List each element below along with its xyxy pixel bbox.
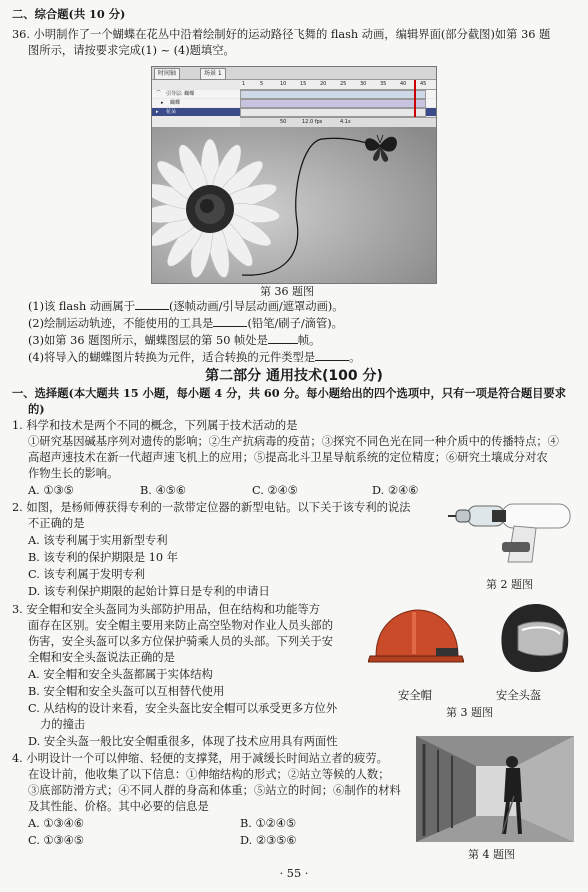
- layer-row[interactable]: [152, 90, 436, 98]
- q4-stem: 4. 小明设计一个可以伸缩、轻便的支撑凳，用于减缓长时间站立者的疲劳。: [12, 752, 388, 765]
- q3-option-d[interactable]: D. 安全头盔一般比安全帽重很多，体现了技术应用具有两面性: [28, 735, 338, 748]
- q3-option-b[interactable]: B. 安全帽和安全头盔可以互相替代使用: [28, 685, 225, 698]
- hard-hat-label: 安全帽: [398, 689, 432, 702]
- q1-option-d[interactable]: D. ②④⑥: [372, 484, 419, 497]
- q4-option-d[interactable]: D. ②③⑤⑥: [240, 834, 297, 847]
- status-frame: 50: [280, 119, 287, 125]
- playhead[interactable]: [414, 80, 416, 117]
- q1-option-b[interactable]: B. ④⑤⑥: [140, 484, 186, 497]
- q3-text: 全帽和安全头盔说法正确的是: [28, 651, 175, 664]
- safety-helmet-image: [496, 600, 572, 680]
- q4-option-b[interactable]: B. ①②④⑤: [240, 817, 296, 830]
- q36-sub4: (4)将导入的蝴蝶图片转换为元件，适合转换的元件类型是 。: [28, 351, 361, 364]
- layer-row[interactable]: [152, 99, 436, 107]
- q2-stem-cont: 不正确的是: [28, 517, 85, 530]
- q1-stem: 1. 科学和技术是两个不同的概念，下列属于技术活动的是: [12, 419, 298, 432]
- q4-text: 及其性能、价格。其中必要的信息是: [28, 800, 209, 813]
- q4-option-a[interactable]: A. ①③④⑥: [28, 817, 84, 830]
- answer-blank[interactable]: [135, 298, 169, 310]
- status-bar: [240, 117, 436, 127]
- ruler-tick: 45: [420, 81, 427, 87]
- ruler-tick: 15: [300, 81, 307, 87]
- q1-text: ①研究基因碱基序列对遗传的影响；②生产抗病毒的疫苗；③探究不同色光在同一种介质中的传播特点；④: [28, 435, 559, 448]
- ruler-tick: 40: [400, 81, 407, 87]
- part-heading: 第二部分 通用技术(100 分): [205, 368, 383, 384]
- ruler-tick: 35: [380, 81, 387, 87]
- electric-drill-image: [448, 490, 578, 572]
- ruler-tick: 30: [360, 81, 367, 87]
- section-heading: 二、综合题(共 10 分): [12, 7, 126, 21]
- q36-intro-line2: 图所示，请按要求完成(1) ~ (4)题填空。: [28, 44, 235, 57]
- q36-sub1: (1)该 flash 动画属于 (逐帧动画/引导层动画/遮罩动画)。: [28, 300, 344, 313]
- ruler-tick: 5: [260, 81, 264, 87]
- q36-intro-line1: 36. 小明制作了一个蝴蝶在花丛中沿着绘制好的运动路径飞舞的 flash 动画，编辑界面(部分截图)如第 36 题: [12, 28, 551, 41]
- timeline-header: [152, 67, 436, 80]
- q2-stem: 2. 如图，是杨师傅获得专利的一款带定位器的新型电钻。以下关于该专利的说法: [12, 501, 411, 514]
- q3-text: 伤害，安全头盔可以多方位保护骑乘人员的头部。下列关于安: [28, 635, 334, 648]
- q2-option-d[interactable]: D. 该专利保护期限的起始计算日是专利的申请日: [28, 585, 270, 598]
- page-number: · 55 ·: [279, 867, 309, 880]
- ruler-tick: 25: [340, 81, 347, 87]
- ruler-tick: 20: [320, 81, 327, 87]
- q3-option-c-cont: 力的撞击: [40, 718, 86, 731]
- layer-icon: ▸: [156, 109, 159, 115]
- tab-scene: 场景 1: [200, 68, 226, 80]
- q36-sub2: (2)绘制运动轨迹，不能使用的工具是 (铅笔/刷子/滴管)。: [28, 317, 343, 330]
- q3-stem: 3. 安全帽和安全头盔同为头部防护用品，但在结构和功能等方: [12, 603, 321, 616]
- layer-guide-icon: ⌒: [156, 91, 162, 97]
- figure-caption: 第 4 题图: [468, 848, 515, 861]
- q2-option-a[interactable]: A. 该专利属于实用新型专利: [28, 534, 168, 547]
- figure-caption: 第 3 题图: [446, 706, 493, 719]
- q3-text: 面存在区别。安全帽主要用来防止高空坠物对作业人员头部的: [28, 619, 334, 632]
- q1-text: 作物生长的影响。: [28, 467, 119, 480]
- answer-blank[interactable]: [213, 315, 247, 327]
- ruler-tick: 10: [280, 81, 287, 87]
- status-fps: 12.0 fps: [302, 119, 323, 125]
- q1-option-c[interactable]: C. ②④⑤: [252, 484, 298, 497]
- stage-canvas: [152, 127, 436, 283]
- figure-caption: 第 36 题图: [260, 285, 314, 298]
- q4-option-c[interactable]: C. ①③④⑤: [28, 834, 84, 847]
- frame-ruler: [240, 80, 436, 90]
- q36-sub3: (3)如第 36 题图所示，蝴蝶图层的第 50 帧处是 帧。: [28, 334, 321, 347]
- q3-option-c[interactable]: C. 从结构的设计来看，安全头盔比安全帽可以承受更多方位外: [28, 702, 338, 715]
- layer-row-selected[interactable]: [152, 108, 436, 116]
- subway-photo-image: [416, 736, 574, 842]
- mc-heading-line1: 一、选择题(本大题共 15 小题，每小题 4 分，共 60 分。每小题给出的四个选项中，只有一项是符合题目要求: [12, 386, 567, 400]
- figure-caption: 第 2 题图: [486, 578, 533, 591]
- q1-text: 高超声速技术在新一代超声速飞机上的应用；⑤提高北斗卫星导航系统的定位精度；⑥研究土壤成分对农: [28, 451, 548, 464]
- q2-option-c[interactable]: C. 该专利属于发明专利: [28, 568, 146, 581]
- q4-text: ③底部防滑方式；④不同人群的身高和体重；⑤站立的时间；⑥制作的材料: [28, 784, 401, 797]
- q4-text: 在设计前，他收集了以下信息：①伸缩结构的形式；②站立等候的人数；: [28, 768, 390, 781]
- mc-heading-line2: 的): [28, 402, 45, 416]
- layer-name: 花朵: [166, 109, 177, 115]
- answer-blank[interactable]: [268, 332, 298, 344]
- ruler-tick: 1: [242, 81, 246, 87]
- safety-helmet-label: 安全头盔: [496, 689, 542, 702]
- flash-editor-figure: [151, 66, 437, 284]
- layer-name: 蝴蝶: [170, 100, 181, 106]
- answer-blank[interactable]: [315, 349, 349, 361]
- hard-hat-image: [368, 604, 464, 680]
- tab-timeline: 时间轴: [154, 68, 180, 80]
- q1-option-a[interactable]: A. ①③⑤: [28, 484, 74, 497]
- status-time: 4.1s: [340, 119, 351, 125]
- layer-name: 引导层: 蝴蝶: [166, 91, 195, 97]
- q3-option-a[interactable]: A. 安全帽和安全头盔都属于实体结构: [28, 668, 213, 681]
- layer-icon: ▸: [161, 100, 164, 106]
- q2-option-b[interactable]: B. 该专利的保护期限是 10 年: [28, 551, 179, 564]
